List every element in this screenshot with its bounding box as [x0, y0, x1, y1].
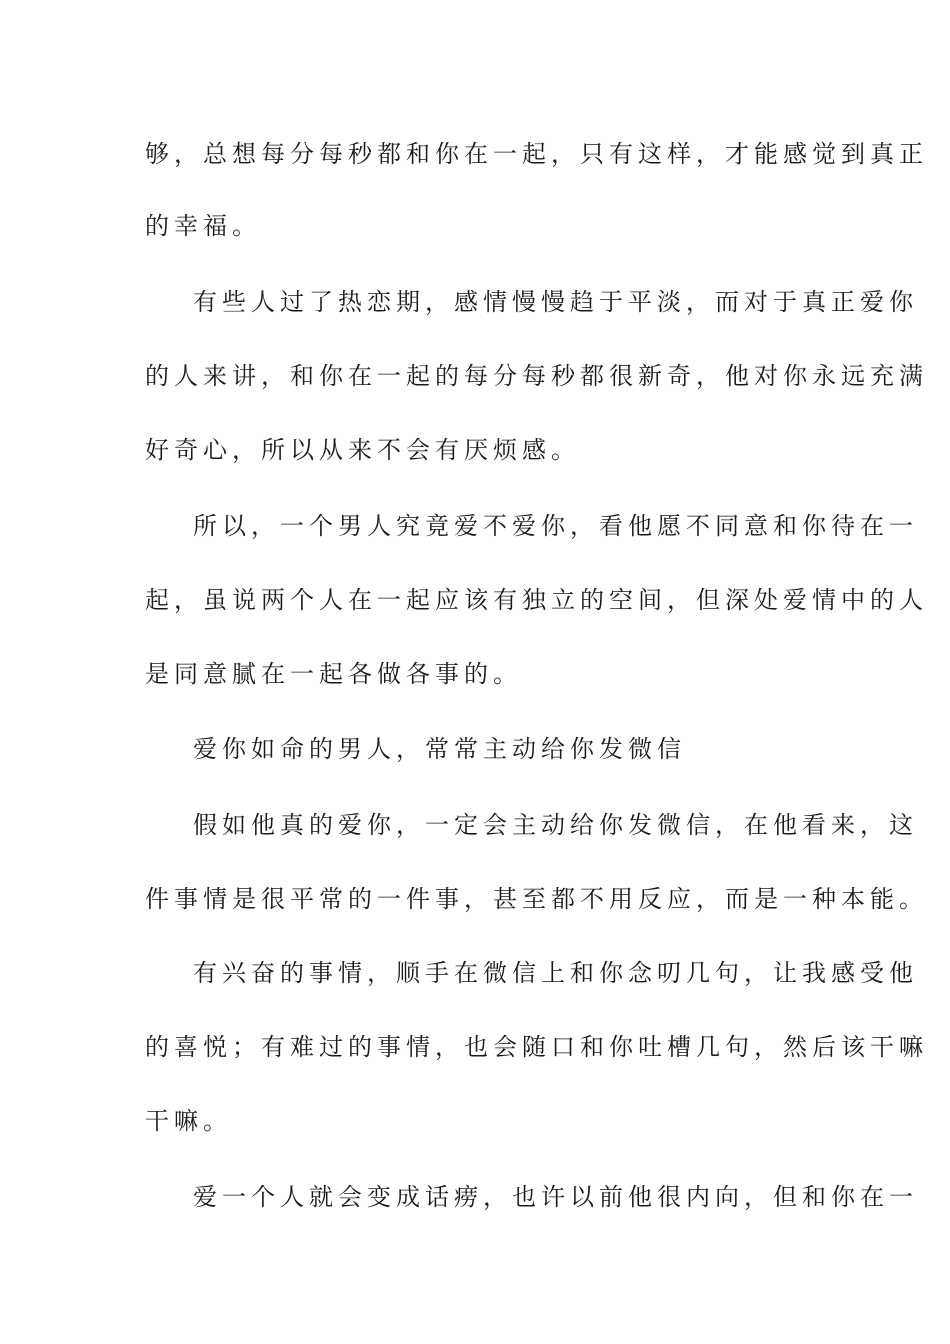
- text-line: 有兴奋的事情，顺手在微信上和你念叨几句，让我感受他: [193, 959, 918, 987]
- text-line: 起，虽说两个人在一起应该有独立的空间，但深处爱情中的人: [145, 586, 928, 614]
- text-line: 的人来讲，和你在一起的每分每秒都很新奇，他对你永远充满: [145, 362, 928, 390]
- text-line: 的幸福。: [145, 212, 261, 240]
- text-line: 干嘛。: [145, 1107, 232, 1135]
- text-line: 假如他真的爱你，一定会主动给你发微信，在他看来，这: [193, 811, 918, 839]
- text-line: 的喜悦；有难过的事情，也会随口和你吐槽几句，然后该干嘛: [145, 1033, 928, 1061]
- section-heading: 爱你如命的男人，常常主动给你发微信: [193, 735, 686, 763]
- text-line: 件事情是很平常的一件事，甚至都不用反应，而是一种本能。: [145, 885, 928, 913]
- text-line: 所以，一个男人究竟爱不爱你，看他愿不同意和你待在一: [193, 512, 918, 540]
- text-line: 好奇心，所以从来不会有厌烦感。: [145, 436, 580, 464]
- text-line: 够，总想每分每秒都和你在一起，只有这样，才能感觉到真正: [145, 140, 928, 168]
- text-line: 有些人过了热恋期，感情慢慢趋于平淡，而对于真正爱你: [193, 288, 918, 316]
- text-line: 是同意腻在一起各做各事的。: [145, 660, 522, 688]
- text-line: 爱一个人就会变成话痨，也许以前他很内向，但和你在一: [193, 1183, 918, 1211]
